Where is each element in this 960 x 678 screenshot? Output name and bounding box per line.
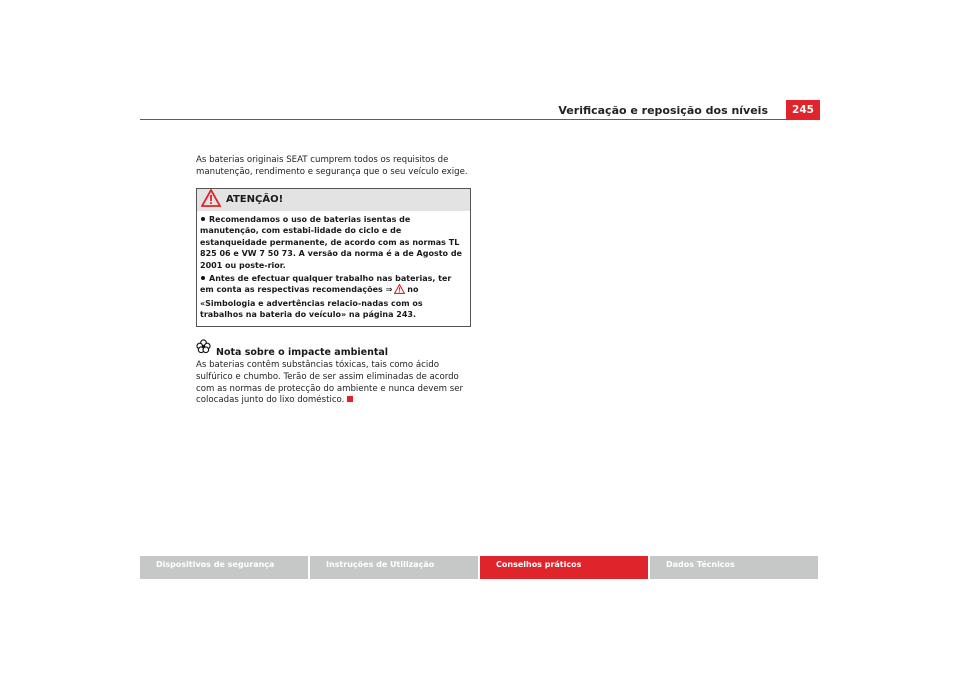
warning-triangle-icon	[201, 189, 221, 211]
main-content	[196, 155, 471, 407]
footer-tab-label: Dados Técnicos	[666, 560, 735, 569]
footer-tab-instrucoes[interactable]	[310, 556, 478, 579]
warning-item	[200, 214, 467, 272]
header-divider	[140, 119, 820, 120]
page-header-title: Verificação e reposição dos níveis	[558, 104, 768, 117]
warning-item-text: Antes de efectuar qualquer trabalho nas baterias, ter em conta as respectivas recomendações ⇒	[200, 273, 452, 295]
warning-header	[197, 189, 470, 211]
footer-tab-dados[interactable]	[650, 556, 818, 579]
environment-text: As baterias contêm substâncias tóxicas, tais como ácido sulfúrico e chumbo. Terão de ser assim eliminadas de acordo com as normas de protecção do ambiente e nunca devem ser colocadas junto do lixo doméstico.	[196, 359, 464, 406]
environment-flower-icon	[196, 339, 211, 358]
warning-reference-icon[interactable]	[394, 284, 405, 298]
warning-body	[197, 211, 470, 326]
footer-tab-label: Conselhos práticos	[496, 560, 582, 569]
environment-title: Nota sobre o impacte ambiental	[216, 346, 389, 358]
footer-tab-seguranca[interactable]	[140, 556, 308, 579]
end-of-section-icon	[347, 396, 353, 402]
environment-paragraph	[196, 360, 471, 407]
intro-paragraph: As baterias originais SEAT cumprem todos os requisitos de manutenção, rendimento e segurança que o seu veículo exige.	[196, 155, 468, 177]
warning-item-text: Recomendamos o uso de baterias isentas de manutenção, com estabi-lidade do ciclo e de estanqueidade permanente, de acordo com as normas TL 825 06 e VW 7 50 73. A versão da norma é a de Agosto de 2001 ou poste-rior.	[200, 214, 462, 270]
page-number: 245	[786, 100, 820, 120]
footer-tab-label: Instruções de Utilização	[326, 560, 435, 569]
warning-box	[196, 188, 471, 327]
environment-header	[196, 339, 471, 358]
warning-title: ATENÇÃO!	[226, 194, 284, 206]
bullet-icon	[201, 276, 205, 280]
warning-item-text: no «Simbologia e advertências relacio-nadas com os trabalhos na bateria do veículo» na página 243.	[200, 285, 423, 320]
warning-item	[200, 273, 467, 321]
footer-tab-conselhos[interactable]	[480, 556, 648, 579]
footer-tab-label: Dispositivos de segurança	[156, 560, 275, 569]
bullet-icon	[201, 217, 205, 221]
